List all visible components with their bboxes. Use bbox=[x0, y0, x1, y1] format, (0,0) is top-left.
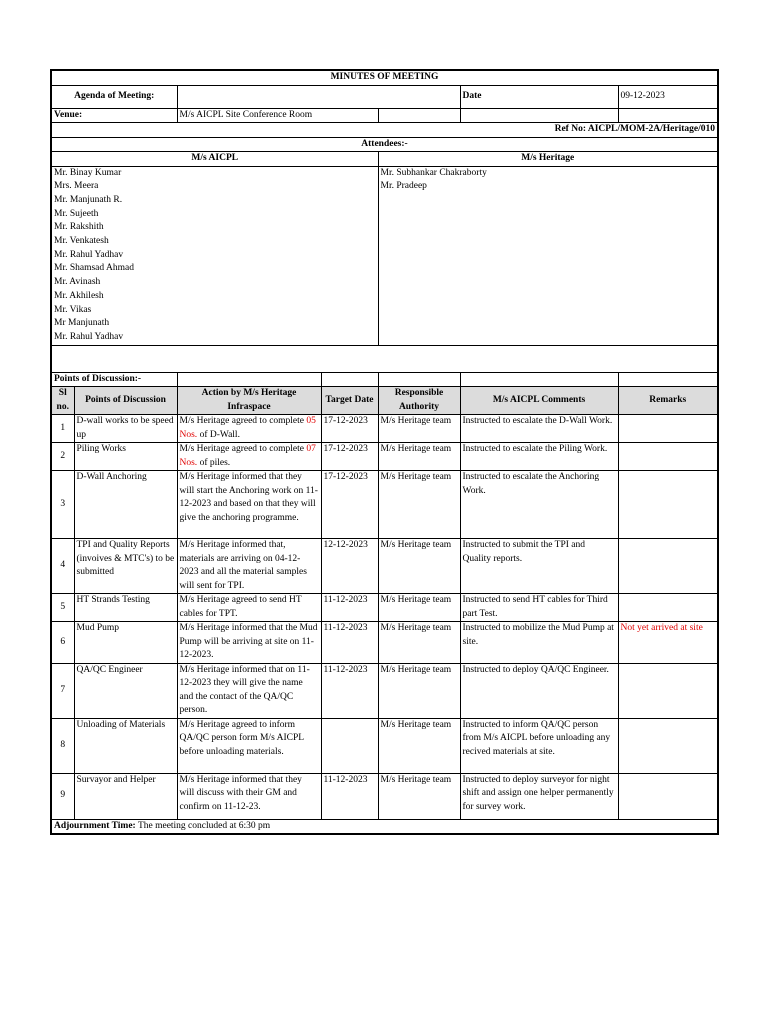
table-row bbox=[51, 773, 718, 819]
action-cell bbox=[177, 415, 321, 443]
point-cell: TPI and Quality Reports (invoives & MTC's) to be submitted bbox=[74, 539, 177, 594]
sl-cell: 8 bbox=[51, 718, 74, 773]
remarks-cell bbox=[618, 773, 718, 819]
action-text: M/s Heritage informed that on 11-12-2023 they will give the name and the contact of the QA/QC person. bbox=[179, 664, 310, 716]
attendee: Mrs. Meera bbox=[54, 181, 99, 192]
target-cell: 17-12-2023 bbox=[321, 415, 378, 443]
attendee: Mr. Binay Kumar bbox=[54, 167, 122, 178]
point-cell: HT Strands Testing bbox=[74, 594, 177, 622]
aicpl-header: M/s AICPL bbox=[51, 152, 378, 167]
sl-cell: 1 bbox=[51, 415, 74, 443]
responsible-cell: M/s Heritage team bbox=[378, 622, 460, 664]
action-text-end: of piles. bbox=[197, 457, 231, 468]
point-cell: D-Wall Anchoring bbox=[74, 471, 177, 539]
action-cell bbox=[177, 663, 321, 718]
target-cell: 11-12-2023 bbox=[321, 773, 378, 819]
table-row bbox=[51, 443, 718, 471]
table-row bbox=[51, 471, 718, 539]
remarks-cell bbox=[618, 471, 718, 539]
attendee: Mr. Rahul Yadhav bbox=[54, 249, 124, 260]
responsible-cell: M/s Heritage team bbox=[378, 718, 460, 773]
action-cell bbox=[177, 443, 321, 471]
comments-cell: Instructed to send HT cables for Third part Test. bbox=[460, 594, 618, 622]
remarks-cell bbox=[618, 443, 718, 471]
point-cell: Unloading of Materials bbox=[74, 718, 177, 773]
sl-cell: 6 bbox=[51, 622, 74, 664]
action-cell bbox=[177, 718, 321, 773]
adjournment-label: Adjournment Time: bbox=[54, 820, 136, 831]
comments-cell: Instructed to escalate the Anchoring Work. bbox=[460, 471, 618, 539]
heritage-header: M/s Heritage bbox=[378, 152, 718, 167]
attendee: Mr. Shamsad Ahmad bbox=[54, 263, 134, 274]
comments-cell: Instructed to submit the TPI and Quality reports. bbox=[460, 539, 618, 594]
sl-cell: 9 bbox=[51, 773, 74, 819]
action-cell bbox=[177, 539, 321, 594]
attendee: Mr. Pradeep bbox=[380, 181, 427, 192]
responsible-cell: M/s Heritage team bbox=[378, 443, 460, 471]
action-highlight: 05 Nos. bbox=[179, 416, 316, 440]
point-cell: QA/QC Engineer bbox=[74, 663, 177, 718]
comments-cell: Instructed to escalate the Piling Work. bbox=[460, 443, 618, 471]
comments-cell: Instructed to escalate the D-Wall Work. bbox=[460, 415, 618, 443]
table-row bbox=[51, 415, 718, 443]
point-cell: D-wall works to be speed up bbox=[74, 415, 177, 443]
spacer-row bbox=[51, 345, 718, 372]
responsible-cell: M/s Heritage team bbox=[378, 594, 460, 622]
point-cell: Piling Works bbox=[74, 443, 177, 471]
venue-blank-1 bbox=[378, 108, 460, 123]
action-text: M/s Heritage agreed to complete bbox=[179, 444, 307, 455]
attendee: Mr. Akhilesh bbox=[54, 290, 104, 301]
header-comments: M/s AICPL Comments bbox=[460, 387, 618, 415]
sl-cell: 2 bbox=[51, 443, 74, 471]
adjournment-value: The meeting concluded at 6:30 pm bbox=[135, 820, 271, 831]
target-cell bbox=[321, 718, 378, 773]
minutes-sheet bbox=[50, 69, 717, 835]
responsible-cell: M/s Heritage team bbox=[378, 773, 460, 819]
table-row bbox=[51, 663, 718, 718]
attendee: Mr. Subhankar Chakraborty bbox=[380, 167, 487, 178]
point-cell: Survayor and Helper bbox=[74, 773, 177, 819]
action-cell bbox=[177, 471, 321, 539]
table-row bbox=[51, 622, 718, 664]
point-cell: Mud Pump bbox=[74, 622, 177, 664]
action-text: M/s Heritage agreed to send HT cables for TPT. bbox=[179, 595, 302, 619]
venue-blank-3 bbox=[618, 108, 718, 123]
remarks-cell bbox=[618, 718, 718, 773]
attendee: Mr. Sujeeth bbox=[54, 208, 99, 219]
action-text-end: of D-Wall. bbox=[197, 429, 240, 440]
action-text: M/s Heritage agreed to complete bbox=[179, 416, 307, 427]
action-cell bbox=[177, 773, 321, 819]
target-cell: 17-12-2023 bbox=[321, 443, 378, 471]
remarks-cell bbox=[618, 663, 718, 718]
venue-label: Venue: bbox=[51, 108, 177, 123]
action-text: M/s Heritage informed that they will start the Anchoring work on 11-12-2023 and based on that they will give the anchoring programme. bbox=[179, 472, 318, 523]
attendees-label: Attendees:- bbox=[51, 137, 718, 152]
header-remarks: Remarks bbox=[618, 387, 718, 415]
aicpl-attendees bbox=[51, 166, 378, 345]
action-cell bbox=[177, 594, 321, 622]
attendee: Mr Manjunath bbox=[54, 318, 110, 329]
venue-value: M/s AICPL Site Conference Room bbox=[177, 108, 378, 123]
target-cell: 11-12-2023 bbox=[321, 622, 378, 664]
action-text: M/s Heritage informed that the Mud Pump will be arriving at site on 11-12-2023. bbox=[179, 623, 318, 661]
blank-cell bbox=[460, 372, 618, 387]
sl-cell: 7 bbox=[51, 663, 74, 718]
heritage-attendees bbox=[378, 166, 718, 345]
blank-cell bbox=[378, 372, 460, 387]
remarks-cell bbox=[618, 539, 718, 594]
header-sl: Sl no. bbox=[51, 387, 74, 415]
action-highlight: 07 Nos. bbox=[179, 444, 316, 468]
header-point: Points of Discussion bbox=[74, 387, 177, 415]
action-text: M/s Heritage informed that, materials are arriving on 04-12-2023 and all the material samples will sent for TPI. bbox=[179, 540, 307, 591]
venue-blank-2 bbox=[460, 108, 618, 123]
action-text: M/s Heritage agreed to inform QA/QC person form M/s AICPL before unloading materials. bbox=[179, 719, 304, 757]
header-responsible: Responsible Authority bbox=[378, 387, 460, 415]
remarks-cell: Not yet arrived at site bbox=[618, 622, 718, 664]
attendee: Mr. Manjunath R. bbox=[54, 194, 123, 205]
action-text: M/s Heritage informed that they will discuss with their GM and confirm on 11-12-23. bbox=[179, 774, 302, 812]
attendee: Mr. Vikas bbox=[54, 304, 92, 315]
comments-cell: Instructed to inform QA/QC person from M/s AICPL before unloading any recived materials at site. bbox=[460, 718, 618, 773]
header-target: Target Date bbox=[321, 387, 378, 415]
sl-cell: 3 bbox=[51, 471, 74, 539]
attendee: Mr. Avinash bbox=[54, 277, 101, 288]
responsible-cell: M/s Heritage team bbox=[378, 663, 460, 718]
comments-cell: Instructed to mobilize the Mud Pump at site. bbox=[460, 622, 618, 664]
date-label: Date bbox=[460, 85, 618, 108]
target-cell: 11-12-2023 bbox=[321, 663, 378, 718]
adjournment-row bbox=[51, 819, 718, 834]
document-title: MINUTES OF MEETING bbox=[51, 70, 718, 85]
comments-cell: Instructed to deploy surveyor for night shift and assign one helper permanently for survey work. bbox=[460, 773, 618, 819]
target-cell: 12-12-2023 bbox=[321, 539, 378, 594]
table-row bbox=[51, 594, 718, 622]
attendee: Mr. Rahul Yadhav bbox=[54, 331, 124, 342]
blank-cell bbox=[618, 372, 718, 387]
blank-cell bbox=[177, 372, 321, 387]
minutes-table bbox=[50, 69, 719, 835]
points-label: Points of Discussion:- bbox=[51, 372, 177, 387]
attendee: Mr. Rakshith bbox=[54, 222, 104, 233]
table-row bbox=[51, 718, 718, 773]
responsible-cell: M/s Heritage team bbox=[378, 471, 460, 539]
remarks-cell bbox=[618, 594, 718, 622]
target-cell: 17-12-2023 bbox=[321, 471, 378, 539]
blank-cell bbox=[321, 372, 378, 387]
agenda-label: Agenda of Meeting: bbox=[51, 85, 177, 108]
attendee: Mr. Venkatesh bbox=[54, 236, 109, 247]
reference-number: Ref No: AICPL/MOM-2A/Heritage/010 bbox=[51, 123, 718, 138]
target-cell: 11-12-2023 bbox=[321, 594, 378, 622]
action-cell bbox=[177, 622, 321, 664]
header-action: Action by M/s Heritage Infraspace bbox=[177, 387, 321, 415]
responsible-cell: M/s Heritage team bbox=[378, 539, 460, 594]
remarks-cell bbox=[618, 415, 718, 443]
sl-cell: 5 bbox=[51, 594, 74, 622]
responsible-cell: M/s Heritage team bbox=[378, 415, 460, 443]
table-row bbox=[51, 539, 718, 594]
comments-cell: Instructed to deploy QA/QC Engineer. bbox=[460, 663, 618, 718]
date-value: 09-12-2023 bbox=[618, 85, 718, 108]
agenda-value bbox=[177, 85, 460, 108]
sl-cell: 4 bbox=[51, 539, 74, 594]
